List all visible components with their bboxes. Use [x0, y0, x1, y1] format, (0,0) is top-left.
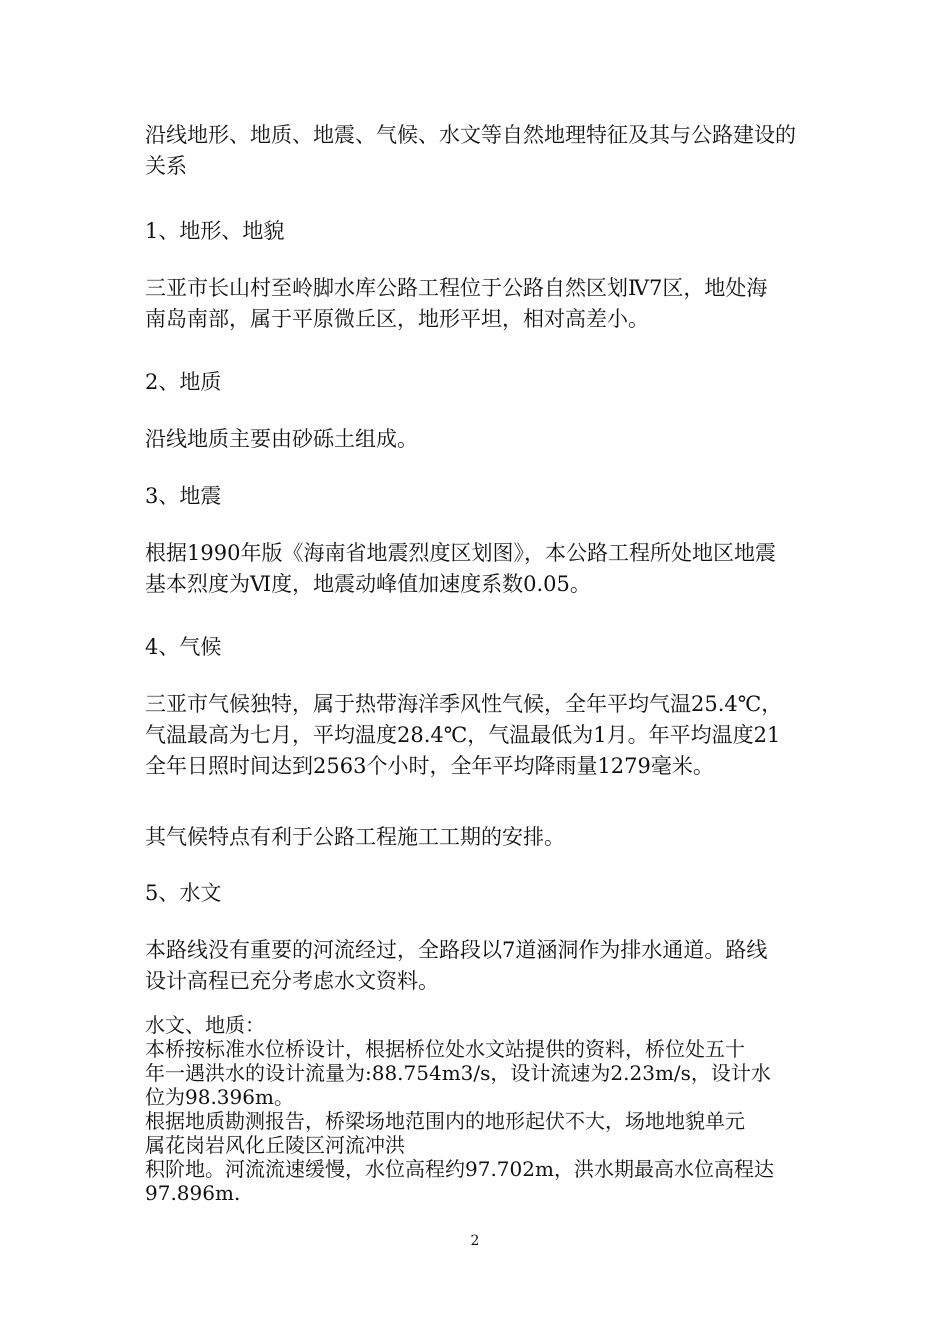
section-heading-geology: 2、地质 — [145, 370, 222, 394]
hydro-heading: 水文、地质： — [145, 1013, 265, 1037]
section-heading-climate: 4、气候 — [145, 635, 222, 659]
body-line: 气温最高为七月，平均温度28.4℃，气温最低为1月。年平均温度21 — [145, 723, 781, 747]
body-line: 沿线地质主要由砂砾土组成。 — [145, 427, 418, 451]
body-line: 根据地质勘测报告，桥梁场地范围内的地形起伏不大，场地地貌单元 — [145, 1109, 745, 1133]
body-line: 97.896m. — [145, 1181, 241, 1205]
body-line: 本路线没有重要的河流经过，全路段以7道涵洞作为排水通道。路线 — [145, 938, 768, 962]
body-line: 积阶地。河流流速缓慢，水位高程约97.702m，洪水期最高水位高程达 — [145, 1157, 774, 1181]
body-line: 全年日照时间达到2563个小时，全年平均降雨量1279毫米。 — [145, 754, 714, 778]
section-body-terrain — [145, 273, 825, 335]
section-body-hydrology — [145, 935, 825, 997]
section-body-earthquake — [145, 538, 825, 600]
section-body-climate — [145, 689, 825, 782]
body-line: 三亚市气候独特，属于热带海洋季风性气候，全年平均气温25.4℃， — [145, 692, 783, 716]
body-line: 根据1990年版《海南省地震烈度区划图》，本公路工程所处地区地震 — [145, 541, 776, 565]
section-note-climate: 其气候特点有利于公路工程施工工期的安排。 — [145, 825, 565, 849]
body-line: 三亚市长山村至岭脚水库公路工程位于公路自然区划Ⅳ7区，地处海 — [145, 276, 768, 300]
body-line: 设计高程已充分考虑水文资料。 — [145, 969, 439, 993]
section-heading-terrain: 1、地形、地貌 — [145, 219, 285, 243]
body-line: 南岛南部，属于平原微丘区，地形平坦，相对高差小。 — [145, 307, 649, 331]
hydro-geology-block — [145, 1013, 825, 1205]
body-line: 属花岗岩风化丘陵区河流冲洪 — [145, 1133, 405, 1157]
section-body-geology — [145, 424, 825, 455]
body-line: 位为98.396m。 — [145, 1085, 294, 1109]
body-line: 基本烈度为Ⅵ度，地震动峰值加速度系数0.05。 — [145, 572, 591, 596]
document-title — [145, 120, 825, 182]
page-number: 2 — [470, 1233, 480, 1249]
title-line: 关系 — [145, 154, 187, 178]
body-line: 本桥按标准水位桥设计，根据桥位处水文站提供的资料，桥位处五十 — [145, 1037, 745, 1061]
section-heading-hydrology: 5、水文 — [145, 881, 222, 905]
body-line: 年一遇洪水的设计流量为:88.754m3/s，设计流速为2.23m/s，设计水 — [145, 1061, 771, 1085]
title-line: 沿线地形、地质、地震、气候、水文等自然地理特征及其与公路建设的 — [145, 123, 796, 147]
section-heading-earthquake: 3、地震 — [145, 484, 222, 508]
